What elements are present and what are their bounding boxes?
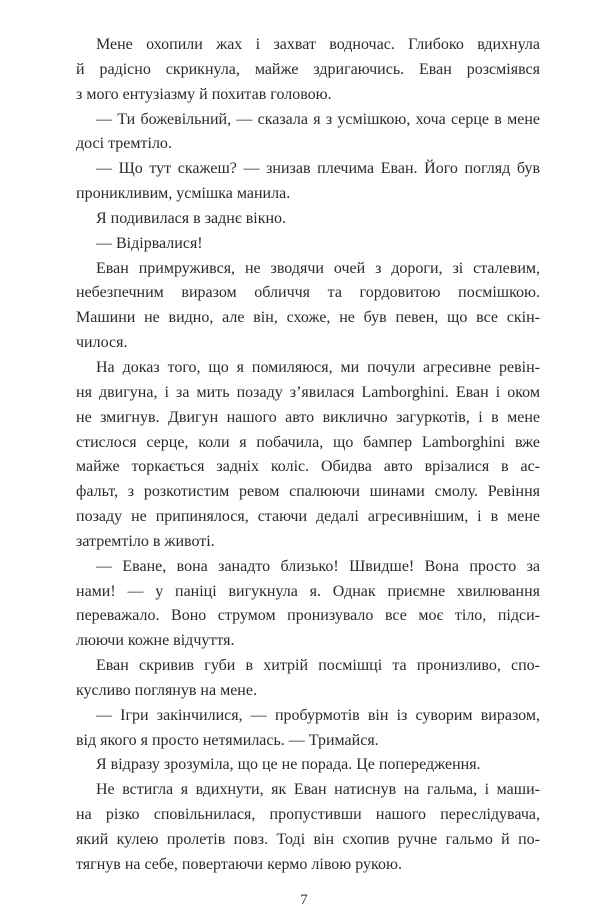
text-line: досі тремтіло.	[76, 135, 172, 153]
text-line: ня двигуна, і за мить позаду з’явилася Lamborghini. Еван і оком	[76, 383, 540, 401]
text-line: Я подивилася в заднє вікно.	[96, 209, 287, 227]
text-line: від якого я просто нетямилась. — Тримайся.	[76, 731, 379, 749]
paragraph	[76, 33, 540, 108]
text-line: майже торкається задніх коліс. Обидва авто врізалися в ас-	[76, 458, 540, 476]
paragraph	[76, 356, 540, 555]
text-line: затремтіло в животі.	[76, 532, 215, 550]
paragraph	[76, 555, 540, 654]
text-line: Машини не видно, але він, схоже, не був певен, що все скін-	[76, 309, 540, 327]
text-line: й радісно скрикнула, майже здригаючись. Еван розсміявся	[76, 60, 540, 78]
text-line: — Ігри закінчилися, — пробурмотів він із суворим виразом,	[96, 706, 540, 724]
text-line: На доказ того, що я помиляюся, ми почули агресивне ревін-	[96, 358, 540, 376]
text-line: на різко сповільнилася, пропустивши нашого переслідувача,	[76, 806, 540, 824]
paragraph	[76, 778, 540, 877]
text-line: Не встигла я вдихнути, як Еван натиснув на гальма, і маши-	[96, 781, 540, 799]
text-line: — Що тут скажеш? — знизав плечима Еван. Його погляд був	[96, 160, 540, 178]
text-line: переважало. Воно струмом пронизувало все моє тіло, підси-	[76, 607, 540, 625]
text-line: з мого ентузіазму й похитав головою.	[76, 85, 332, 103]
text-line: — Відірвалися!	[96, 234, 203, 252]
text-line: тягнув на себе, повертаючи кермо лівою рукою.	[76, 855, 402, 873]
text-line: позаду не припинялося, стаючи дедалі агресивнішим, і в мене	[76, 508, 540, 526]
paragraph	[76, 232, 540, 257]
text-line: Еван примружився, не зводячи очей з дороги, зі сталевим,	[96, 259, 540, 277]
paragraph	[76, 108, 540, 158]
paragraph	[76, 207, 540, 232]
text-line: стислося серце, коли я побачила, що бампер Lamborghini вже	[76, 433, 540, 451]
text-line: Я відразу зрозуміла, що це не порада. Це попередження.	[96, 756, 481, 774]
text-line: який кулею пролетів повз. Тоді він схопив ручне гальмо й по-	[76, 831, 540, 848]
text-line: чилося.	[76, 334, 128, 352]
text-line: кусливо поглянув на мене.	[76, 681, 257, 699]
text-line: не змигнув. Двигун нашого авто виклично загуркотів, і в мене	[76, 408, 540, 426]
text-line: небезпечним виразом обличчя та гордовитою посмішкою.	[76, 284, 540, 302]
paragraph	[76, 704, 540, 754]
text-line: — Ти божевільний, — сказала я з усмішкою, хоча серце в мене	[96, 110, 540, 128]
text-line: Еван скривив губи в хитрій посмішці та пронизливо, спо-	[96, 657, 540, 675]
text-line: нами! — у паніці вигукнула я. Однак приємне хвилювання	[76, 582, 540, 600]
body-text	[76, 33, 540, 878]
paragraph	[76, 257, 540, 356]
text-line: — Еване, вона занадто близько! Швидше! Вона просто за	[96, 557, 540, 575]
page-number: 7	[300, 892, 308, 908]
paragraph	[76, 654, 540, 704]
text-line: проникливим, усмішка манила.	[76, 185, 291, 203]
text-line: люючи кожне відчуття.	[76, 632, 235, 650]
text-line: Мене охопили жах і захват водночас. Глибоко вдихнула	[96, 36, 540, 53]
paragraph	[76, 753, 540, 778]
text-line: фальт, з розкотистим ревом спалюючи шинами смолу. Ревіння	[76, 483, 540, 501]
paragraph	[76, 157, 540, 207]
